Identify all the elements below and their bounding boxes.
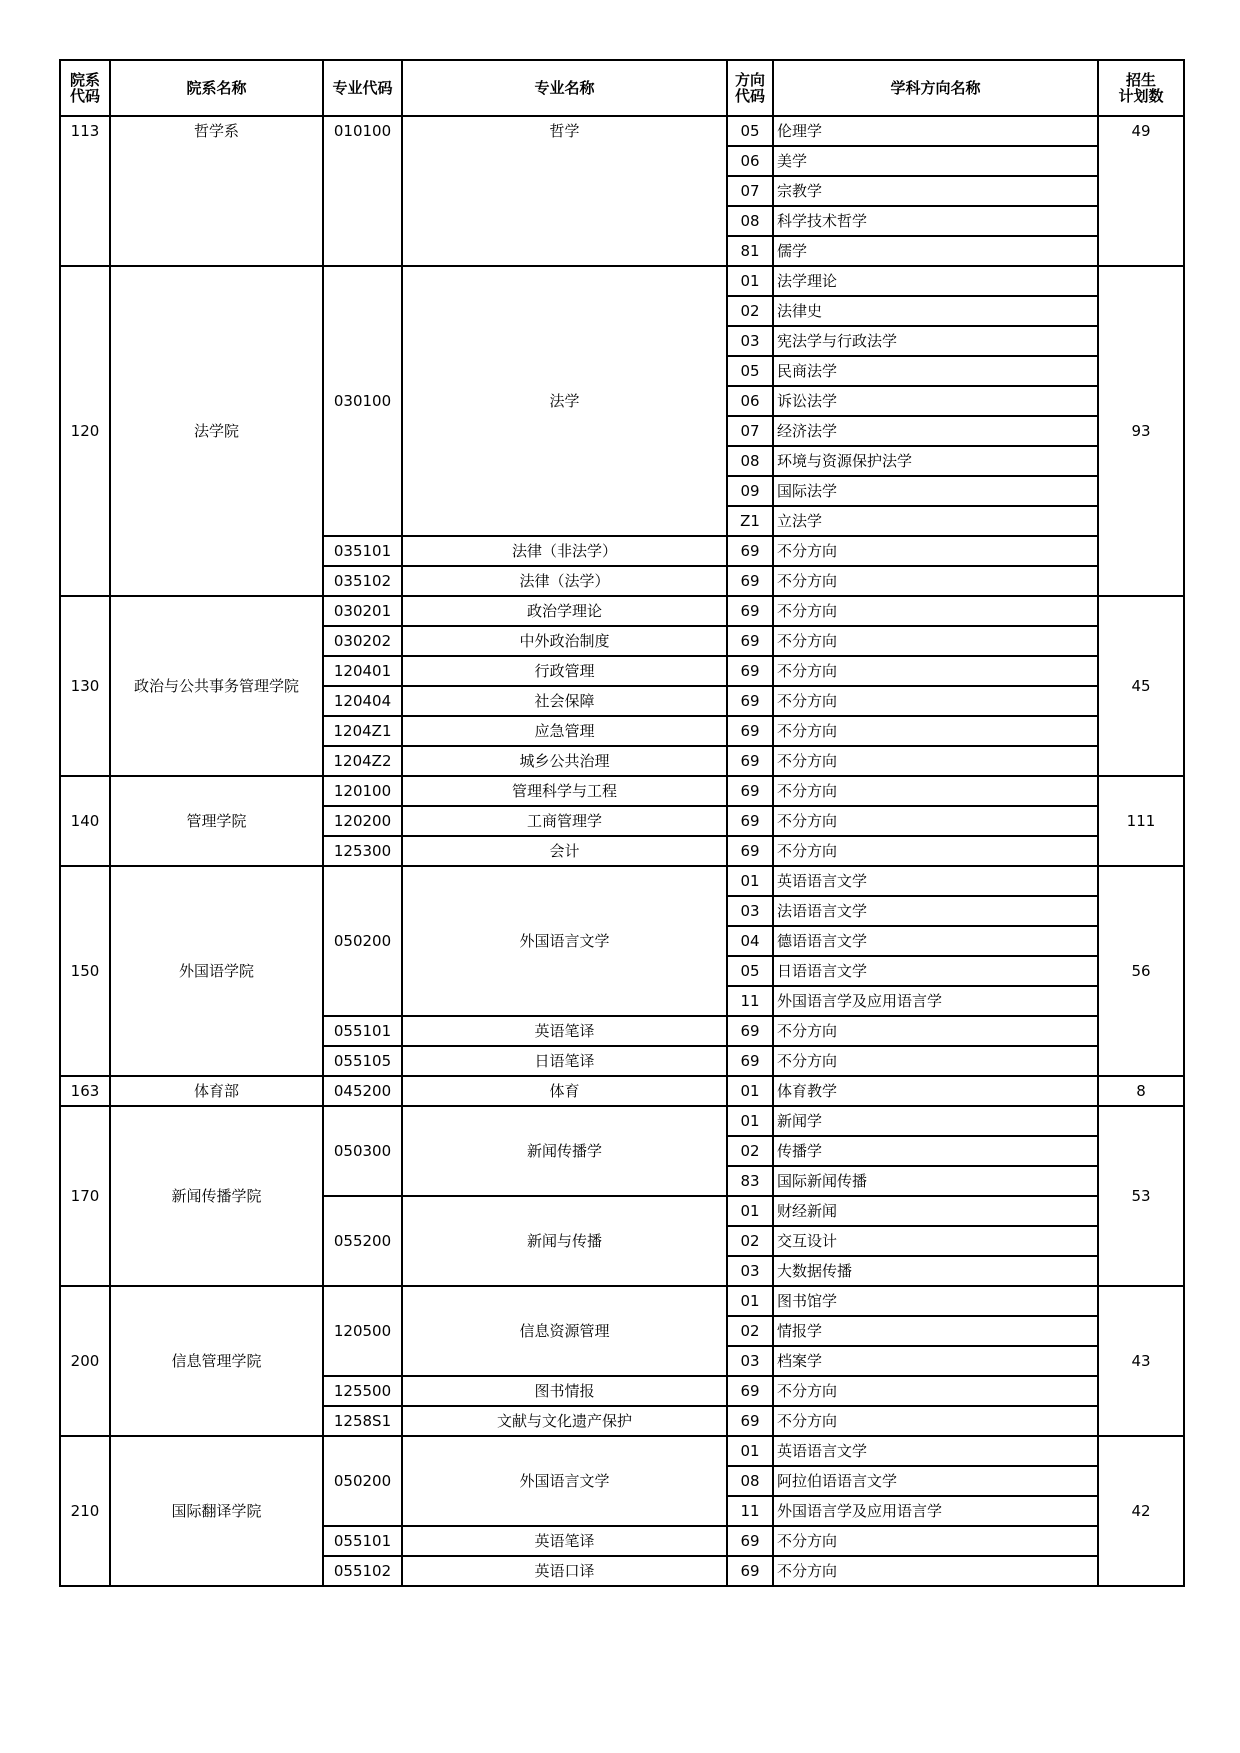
major-code-cell: 030202 <box>323 626 402 656</box>
direction-name-cell: 英语语言文学 <box>773 866 1098 896</box>
direction-name-cell: 科学技术哲学 <box>773 206 1098 236</box>
quota-cell: 42 <box>1098 1436 1184 1586</box>
major-code-cell: 045200 <box>323 1076 402 1106</box>
direction-code-cell: 69 <box>727 1556 773 1586</box>
table-row <box>60 1436 1184 1466</box>
direction-name-cell: 诉讼法学 <box>773 386 1098 416</box>
direction-code-cell: 69 <box>727 1016 773 1046</box>
dept-name-cell: 新闻传播学院 <box>110 1106 323 1286</box>
direction-code-cell: 06 <box>727 386 773 416</box>
direction-code-cell: 01 <box>727 1106 773 1136</box>
direction-code-cell: 11 <box>727 1496 773 1526</box>
direction-name-cell: 阿拉伯语语言文学 <box>773 1466 1098 1496</box>
major-code-cell: 030201 <box>323 596 402 626</box>
direction-name-cell: 立法学 <box>773 506 1098 536</box>
direction-code-cell: 69 <box>727 686 773 716</box>
direction-name-cell: 民商法学 <box>773 356 1098 386</box>
dept-name-cell: 哲学系 <box>110 116 323 266</box>
major-code-cell: 010100 <box>323 116 402 266</box>
direction-name-cell: 情报学 <box>773 1316 1098 1346</box>
dept-name-cell: 法学院 <box>110 266 323 596</box>
header-direction-code: 方向 代码 <box>727 60 773 116</box>
direction-name-cell: 国际法学 <box>773 476 1098 506</box>
direction-name-cell: 传播学 <box>773 1136 1098 1166</box>
direction-name-cell: 儒学 <box>773 236 1098 266</box>
dept-name-cell: 国际翻译学院 <box>110 1436 323 1586</box>
header-direction-name: 学科方向名称 <box>773 60 1098 116</box>
major-name-cell: 新闻与传播 <box>402 1196 727 1286</box>
major-code-cell: 055101 <box>323 1016 402 1046</box>
major-code-cell: 055102 <box>323 1556 402 1586</box>
table-row <box>60 1076 1184 1106</box>
direction-name-cell: 不分方向 <box>773 596 1098 626</box>
direction-name-cell: 不分方向 <box>773 776 1098 806</box>
table-row <box>60 266 1184 296</box>
direction-code-cell: 03 <box>727 326 773 356</box>
major-name-cell: 日语笔译 <box>402 1046 727 1076</box>
direction-code-cell: 06 <box>727 146 773 176</box>
direction-name-cell: 不分方向 <box>773 746 1098 776</box>
direction-code-cell: 69 <box>727 1376 773 1406</box>
header-quota: 招生 计划数 <box>1098 60 1184 116</box>
major-code-cell: 1204Z1 <box>323 716 402 746</box>
direction-name-cell: 外国语言学及应用语言学 <box>773 1496 1098 1526</box>
major-name-cell: 信息资源管理 <box>402 1286 727 1376</box>
direction-code-cell: 69 <box>727 566 773 596</box>
quota-cell: 8 <box>1098 1076 1184 1106</box>
direction-name-cell: 环境与资源保护法学 <box>773 446 1098 476</box>
major-name-cell: 外国语言文学 <box>402 866 727 1016</box>
direction-code-cell: 01 <box>727 266 773 296</box>
quota-cell: 93 <box>1098 266 1184 596</box>
direction-code-cell: 69 <box>727 806 773 836</box>
direction-name-cell: 不分方向 <box>773 536 1098 566</box>
table-row <box>60 866 1184 896</box>
major-code-cell: 1204Z2 <box>323 746 402 776</box>
direction-code-cell: 69 <box>727 1406 773 1436</box>
direction-name-cell: 交互设计 <box>773 1226 1098 1256</box>
header-dept-code: 院系 代码 <box>60 60 110 116</box>
direction-name-cell: 不分方向 <box>773 1016 1098 1046</box>
dept-code-cell: 200 <box>60 1286 110 1436</box>
major-code-cell: 120200 <box>323 806 402 836</box>
direction-code-cell: 69 <box>727 746 773 776</box>
direction-name-cell: 国际新闻传播 <box>773 1166 1098 1196</box>
major-code-cell: 120404 <box>323 686 402 716</box>
direction-code-cell: 03 <box>727 896 773 926</box>
major-name-cell: 行政管理 <box>402 656 727 686</box>
major-name-cell: 英语笔译 <box>402 1016 727 1046</box>
direction-code-cell: 08 <box>727 1466 773 1496</box>
direction-code-cell: 07 <box>727 416 773 446</box>
major-name-cell: 应急管理 <box>402 716 727 746</box>
direction-code-cell: 03 <box>727 1346 773 1376</box>
major-name-cell: 社会保障 <box>402 686 727 716</box>
major-code-cell: 120500 <box>323 1286 402 1376</box>
dept-code-cell: 140 <box>60 776 110 866</box>
major-name-cell: 法律（法学） <box>402 566 727 596</box>
header-row <box>60 60 1184 116</box>
direction-name-cell: 美学 <box>773 146 1098 176</box>
dept-code-cell: 210 <box>60 1436 110 1586</box>
major-name-cell: 文献与文化遗产保护 <box>402 1406 727 1436</box>
direction-code-cell: 83 <box>727 1166 773 1196</box>
direction-code-cell: 69 <box>727 626 773 656</box>
major-name-cell: 法学 <box>402 266 727 536</box>
direction-code-cell: 81 <box>727 236 773 266</box>
direction-name-cell: 不分方向 <box>773 1406 1098 1436</box>
dept-name-cell: 外国语学院 <box>110 866 323 1076</box>
direction-code-cell: 01 <box>727 1436 773 1466</box>
direction-name-cell: 不分方向 <box>773 1556 1098 1586</box>
table-row <box>60 1106 1184 1136</box>
direction-name-cell: 不分方向 <box>773 656 1098 686</box>
direction-name-cell: 不分方向 <box>773 836 1098 866</box>
major-code-cell: 050200 <box>323 866 402 1016</box>
major-code-cell: 120401 <box>323 656 402 686</box>
table-row <box>60 776 1184 806</box>
direction-code-cell: 02 <box>727 1136 773 1166</box>
direction-name-cell: 不分方向 <box>773 626 1098 656</box>
direction-name-cell: 伦理学 <box>773 116 1098 146</box>
table-body <box>60 116 1184 1586</box>
direction-code-cell: 69 <box>727 836 773 866</box>
direction-code-cell: 03 <box>727 1256 773 1286</box>
header-dept-name: 院系名称 <box>110 60 323 116</box>
direction-code-cell: 01 <box>727 1076 773 1106</box>
major-name-cell: 中外政治制度 <box>402 626 727 656</box>
direction-code-cell: Z1 <box>727 506 773 536</box>
direction-name-cell: 不分方向 <box>773 1526 1098 1556</box>
dept-name-cell: 政治与公共事务管理学院 <box>110 596 323 776</box>
direction-code-cell: 69 <box>727 716 773 746</box>
quota-cell: 53 <box>1098 1106 1184 1286</box>
major-name-cell: 管理科学与工程 <box>402 776 727 806</box>
direction-code-cell: 02 <box>727 1316 773 1346</box>
direction-code-cell: 08 <box>727 446 773 476</box>
direction-code-cell: 69 <box>727 1046 773 1076</box>
dept-code-cell: 170 <box>60 1106 110 1286</box>
quota-cell: 49 <box>1098 116 1184 266</box>
major-name-cell: 会计 <box>402 836 727 866</box>
major-code-cell: 035102 <box>323 566 402 596</box>
direction-name-cell: 经济法学 <box>773 416 1098 446</box>
major-code-cell: 050300 <box>323 1106 402 1196</box>
major-name-cell: 外国语言文学 <box>402 1436 727 1526</box>
direction-code-cell: 69 <box>727 1526 773 1556</box>
major-name-cell: 政治学理论 <box>402 596 727 626</box>
major-name-cell: 城乡公共治理 <box>402 746 727 776</box>
major-name-cell: 工商管理学 <box>402 806 727 836</box>
direction-code-cell: 07 <box>727 176 773 206</box>
direction-code-cell: 05 <box>727 356 773 386</box>
quota-cell: 56 <box>1098 866 1184 1076</box>
major-code-cell: 125300 <box>323 836 402 866</box>
direction-name-cell: 不分方向 <box>773 716 1098 746</box>
direction-name-cell: 不分方向 <box>773 1046 1098 1076</box>
dept-code-cell: 130 <box>60 596 110 776</box>
direction-name-cell: 大数据传播 <box>773 1256 1098 1286</box>
direction-name-cell: 不分方向 <box>773 686 1098 716</box>
direction-name-cell: 外国语言学及应用语言学 <box>773 986 1098 1016</box>
direction-name-cell: 宗教学 <box>773 176 1098 206</box>
direction-name-cell: 体育教学 <box>773 1076 1098 1106</box>
direction-code-cell: 04 <box>727 926 773 956</box>
header-major-code: 专业代码 <box>323 60 402 116</box>
major-name-cell: 英语口译 <box>402 1556 727 1586</box>
direction-code-cell: 69 <box>727 536 773 566</box>
dept-code-cell: 120 <box>60 266 110 596</box>
direction-name-cell: 宪法学与行政法学 <box>773 326 1098 356</box>
major-code-cell: 1258S1 <box>323 1406 402 1436</box>
direction-name-cell: 新闻学 <box>773 1106 1098 1136</box>
dept-name-cell: 管理学院 <box>110 776 323 866</box>
table-row <box>60 1286 1184 1316</box>
direction-code-cell: 01 <box>727 1286 773 1316</box>
direction-name-cell: 法学理论 <box>773 266 1098 296</box>
major-name-cell: 图书情报 <box>402 1376 727 1406</box>
direction-name-cell: 英语语言文学 <box>773 1436 1098 1466</box>
direction-code-cell: 02 <box>727 296 773 326</box>
direction-name-cell: 不分方向 <box>773 566 1098 596</box>
dept-name-cell: 体育部 <box>110 1076 323 1106</box>
major-name-cell: 英语笔译 <box>402 1526 727 1556</box>
dept-code-cell: 163 <box>60 1076 110 1106</box>
direction-code-cell: 69 <box>727 656 773 686</box>
direction-name-cell: 法语语言文学 <box>773 896 1098 926</box>
major-code-cell: 055101 <box>323 1526 402 1556</box>
major-code-cell: 035101 <box>323 536 402 566</box>
direction-code-cell: 01 <box>727 866 773 896</box>
major-code-cell: 055105 <box>323 1046 402 1076</box>
major-code-cell: 120100 <box>323 776 402 806</box>
table-row <box>60 596 1184 626</box>
direction-name-cell: 法律史 <box>773 296 1098 326</box>
direction-code-cell: 05 <box>727 116 773 146</box>
direction-code-cell: 08 <box>727 206 773 236</box>
direction-code-cell: 11 <box>727 986 773 1016</box>
direction-name-cell: 不分方向 <box>773 806 1098 836</box>
quota-cell: 43 <box>1098 1286 1184 1436</box>
direction-name-cell: 日语语言文学 <box>773 956 1098 986</box>
major-name-cell: 体育 <box>402 1076 727 1106</box>
dept-code-cell: 113 <box>60 116 110 266</box>
major-name-cell: 法律（非法学） <box>402 536 727 566</box>
dept-code-cell: 150 <box>60 866 110 1076</box>
major-code-cell: 050200 <box>323 1436 402 1526</box>
direction-code-cell: 69 <box>727 596 773 626</box>
major-name-cell: 哲学 <box>402 116 727 266</box>
direction-code-cell: 01 <box>727 1196 773 1226</box>
direction-name-cell: 财经新闻 <box>773 1196 1098 1226</box>
dept-name-cell: 信息管理学院 <box>110 1286 323 1436</box>
major-code-cell: 125500 <box>323 1376 402 1406</box>
direction-code-cell: 02 <box>727 1226 773 1256</box>
direction-name-cell: 德语语言文学 <box>773 926 1098 956</box>
quota-cell: 45 <box>1098 596 1184 776</box>
major-name-cell: 新闻传播学 <box>402 1106 727 1196</box>
major-code-cell: 030100 <box>323 266 402 536</box>
quota-cell: 111 <box>1098 776 1184 866</box>
header-major-name: 专业名称 <box>402 60 727 116</box>
direction-code-cell: 69 <box>727 776 773 806</box>
direction-name-cell: 图书馆学 <box>773 1286 1098 1316</box>
direction-name-cell: 档案学 <box>773 1346 1098 1376</box>
table-row <box>60 116 1184 146</box>
admissions-plan-table <box>59 59 1185 1587</box>
direction-code-cell: 09 <box>727 476 773 506</box>
direction-code-cell: 05 <box>727 956 773 986</box>
major-code-cell: 055200 <box>323 1196 402 1286</box>
direction-name-cell: 不分方向 <box>773 1376 1098 1406</box>
